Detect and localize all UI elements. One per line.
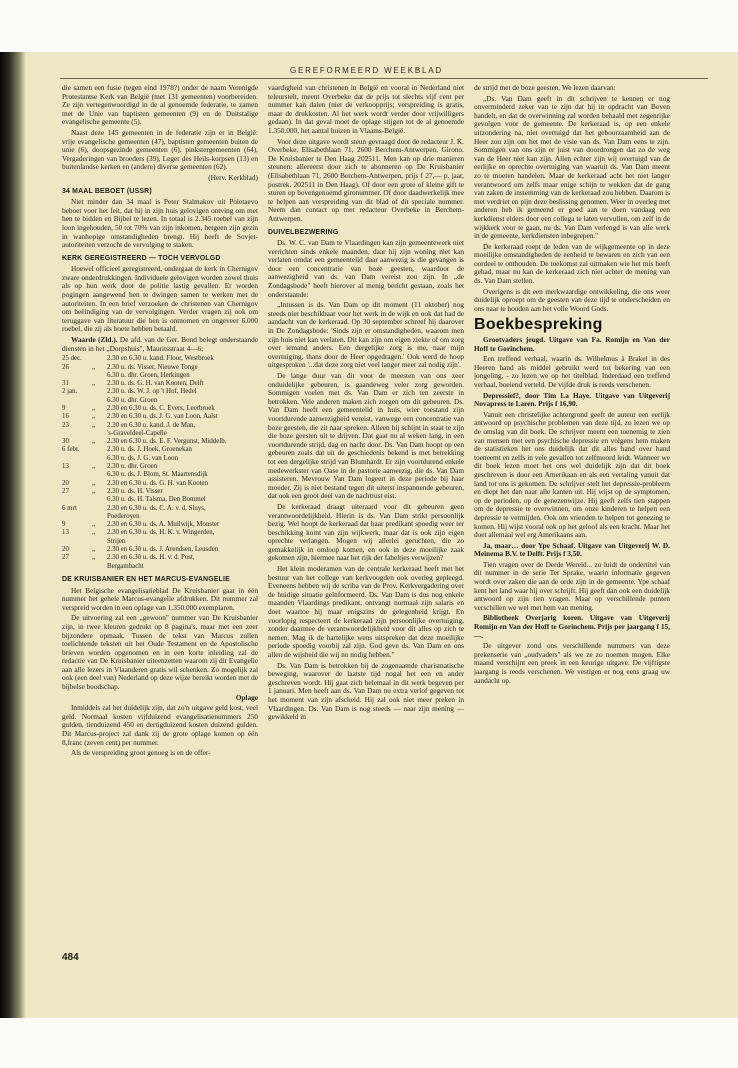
schedule-ditto — [92, 471, 107, 479]
schedule-date: 6 febr. — [62, 446, 80, 454]
schedule-date — [62, 471, 92, 479]
schedule-ditto — [92, 455, 107, 463]
schedule-ditto — [92, 430, 107, 438]
schedule-ditto: „ — [92, 487, 96, 495]
column-right — [474, 84, 670, 994]
schedule-entry: 6.30 u. ds. J. G. van Loon — [107, 454, 179, 462]
schedule-ditto: „ — [92, 463, 96, 471]
schedule-ditto: „ — [92, 413, 96, 421]
paragraph: de strijd met de boze geesten. We lezen daarvan: — [474, 84, 616, 92]
book-title: Depressief?, door Tim La Haye. Uitgave van Uitgeverij Novapress te Laren. Prijs f 16,90. — [474, 390, 670, 409]
schedule-entry: 6.30 u. ds. J. Blom, St. Maartensdijk — [107, 471, 208, 479]
paragraph: Niet minder dan 34 maal is Peter Stalmakov uit Poletaevo beboet voor het feit, dat hij in zijn huis gelovigen ontving om met hen te bidden en Bijbel te lezen. In totaal is 2.345 roebel van zijn loon ingehouden, 50 tot 70% van zijn inkomen, hetgeen zijn gezin in wanhopige omstandigheden brengt. Hij heeft de Sovjet-autoriteiten verzocht de vervolging te staken. — [62, 197, 258, 250]
schedule-entry: 2.30 en 6.30 u. ds. E. F. Vergunst, Middelb. — [107, 438, 227, 446]
schedule-row — [62, 455, 258, 463]
paragraph: Inmiddels zal het duidelijk zijn, dat zo'n uitgave geld kost, veel geld. Normaal kosten vijfduizend evangelisatienummers 250 gulden, tienduizend 450 en dertigduizend kosten duizend gulden. Dit Marcus-project zal dank zij de grote oplage komen op één 8,franc (zeven cent) per nummer. — [62, 703, 258, 747]
subheading: Oplage — [235, 692, 258, 702]
schedule-entry: Strijen — [107, 537, 126, 545]
schedule-date: 23 — [62, 421, 69, 429]
schedule-row — [62, 488, 258, 496]
schedule-ditto — [92, 505, 107, 513]
schedule-entry: 6.30 u. dhr. Groen, Herkingen — [107, 371, 190, 379]
book-review-text: Vanuit een christelijke achtergrond geeft de auteur een eerlijk antwoord op psychische problemen van deze tijd, zo lezen we op de omslag van dit boek. De schrijver meent een toenemig te zien van mensen met een psychische depressie en volgens hem maken de statistieken het ons duidelijk dat dit alles hand over hand toeneemt en zelfs in vele gevallen tot zelfmoord leidt. Wanneer we dit boek lezen moet het ons wel duidelijk zijn dat dit boek geschreven is door een Amerikaan en als een vertaling vanuit dat land tot ons is gekomen. De schrijver stelt het depressie-probleem en diept het dan naar alle kanten uit. Hij wijst op de symptomen, op de perioden, op de genezenwijze. Hij geeft zelfs tien stappen om de depressie te overwinnen, om onze kinderen te helpen een depressie te vermijden. Ook om vrienden te helpen tot genezing te komen. Hij wijst vooral ook op het geloof als een kracht. Maar het doet allemaal wel erg Amerikaans aan. — [474, 409, 670, 540]
schedule-ditto: „ — [92, 421, 96, 429]
schedule-row — [62, 446, 258, 454]
binding-shadow — [0, 52, 26, 1018]
schedule-entry: 2.30 u. ds. Visser, Nieuwe Tonge — [107, 363, 198, 371]
schedule-row — [62, 380, 258, 388]
schedule-date: 6 mrt — [62, 504, 77, 512]
book-title: Bibliotheek Overjarig koren. Uitgave van Uitgeverij Romijn en Van der Hoff te Gorinchem. Prijs per jaargang f 15,—. — [474, 613, 670, 640]
section-heading: Boekbespreking — [474, 316, 603, 334]
article-heading: DE KRUISBANIER EN HET MARCUS-EVANGELIE — [62, 575, 230, 583]
schedule-row — [62, 463, 258, 471]
paragraph: Het Belgische evangelisatieblad De Kruisbanier gaat in één nummer het gehele Marcus-evangelie afdrukken. Dit nummer zal verspreid worden in een oplage van 1.350.000 exemplaren. — [62, 585, 258, 612]
paragraph: Het klein moderamen van de centrale kerkeraad heeft met het bestuur van het college van kerkvoogden ook overleg gepleegd. Eveneens hebben wij de scriba van de Prov. Kerkvergadering over de huidige situatie geïnformeerd. Ds. Van Dam is dus nog enkele maanden Vlaardings predikant, ontvangt normaal zijn salaris en doet waartoe hij maar enigszins de gelegenheid krijgt. En voorlopig respecteert de kerkeraad zijn persoonlijke overtuiging, zonder daarmee de verantwoordelijkheid voor dit alles op zich te nemen. Mag ik de hartelijke wens uitspreken dat deze moeilijke periode spoedig voorbij zal zijn. God geve ds. Van Dam en ons allen de wijsheid die wij nu nodig hebben." — [268, 564, 464, 659]
paragraph: De kerkeraad draagt uiteraard voor dit gebeuren geen verantwoordelijkheid. Hierin is ds. Van Dam strikt persoonlijk bezig. Wel hoopt de kerkeraad dat haar predikant spoedig weer ter beschikking komt van zijn wijkwerk, maar dat is ook zijn eigen oprechte verlangen. Mogen wij allerlei geruchten, die zo gemakkelijk in omloop komen, en ook in deze moeilijke zaak gekomen zijn, hiermee naar het rijk der fabeltjes verwijzen? — [268, 501, 464, 563]
schedule-ditto: „ — [92, 521, 96, 529]
schedule-date — [62, 430, 92, 438]
book-review-text: De uitgever zond ons verschillende nummers van deze prekenserie van „oudvaders" als we ze zo noemen mogen. Elke maand verschijnt een preek in een keurige uitgave. De vijftigste jaargang is reeds verschenen. We vestigen er nog eens graag uw aandacht op. — [474, 641, 670, 685]
paragraph: die samen een fusie (tegen eind 1978?) onder de naam Verenigde Protestantse Kerk van België (met 131 gemeenten) voorbereiden. Ze zijn vertegenwoordigd in de al genoemde federatie, te zamen met de Unie van baptisten gemeenten (9) en de Duitstalige evangelische gemeente (5). — [62, 84, 258, 127]
schedule-date: 13 — [62, 529, 69, 537]
schedule-entry: 2.30 en 6.30 u. kand. J. de Man, — [107, 421, 196, 429]
schedule-date: 20 — [62, 546, 69, 554]
schedule-entry: 2.30 u. ds. H. Visser — [107, 487, 163, 495]
paragraph: De kerkeraad roept de leden van de wijkgemeente op in deze moeilijke omstandigheden de eenheid te bewaren en zich van een oordeel te onthouden. De toekomst zal uitmaken wie het mis heeft gehad, maar nu kan de kerkeraad zich niet achter de mening van ds. Van Dam stellen. — [474, 241, 670, 286]
schedule-ditto — [92, 563, 107, 571]
paragraph: Voor deze uitgave wordt steun gevraagd door de redacteur J. K. Overbeke, Elisabethlaan 71, 2600 Berchem-Antwerpen. Girono. De Kruisbanier te Den Haag 202511. Men kan op drie manieren steunen: allereerst door zich te abonneren op De Kruisbanier (Elisabethlaan 71, 2600 Berchem-Antwerpen, prijs f 27,— p. jaar, postrek. 202511 in Den Haag). Of door een grote of kleine gift te sturen op bovengenoemd gironummer. Of door daadwerkelijk mee te helpen aan verspreiding van dit blad of dit speciale nummer. Neem dan contact op met redacteur Overbeke in Berchem-Antwerpen. — [268, 136, 464, 223]
source-credit: (Herv. Kerkblad) — [208, 172, 258, 182]
paragraph: Naast deze 145 gemeenten in de federatie zijn er in België: vrije evangelische gemeenten (47), baptisten gemeenten buiten de unie (6), doopsgezinde gemeenten (6), pinkstergemeenten (64), Vergaderingen van broeders (39), Leger des Heils-korpsen (13) en buitenlandse kerken en (andere) diverse gemeenten (62). — [62, 127, 258, 172]
schedule-entry: 2.30 en 6.30 u. ds. A. Muilwijk, Monster — [107, 521, 220, 529]
schedule-row — [62, 364, 258, 372]
schedule-entry: 2.30 en 6.30 u. ds. H. K. v. Wingerden, — [107, 529, 215, 537]
schedule-ditto: „ — [92, 479, 96, 487]
paragraph: Ds. Van Dam is betrokken bij de zogenaamde charismatische beweging, waarover de laatste tijd nogal het een en ander geschreven wordt. Hij gaat zich helemaal in dit werk begeven per 1 januari. Men heeft aan ds. Van Dam nu extra verlof gegeven tot het moment van zijn afscheid. Hij zal ook niet meer preken in Vlaardingen. Ds. Van Dam is nog steeds — naar zijn mening — gewikkeld in — [268, 660, 464, 722]
schedule-date: 13 — [62, 463, 69, 471]
schedule-row — [62, 388, 258, 396]
running-header: GEREFORMEERD WEEKBLAD — [290, 66, 443, 75]
schedule-row — [62, 521, 258, 529]
schedule-date — [62, 496, 92, 504]
paragraph: Ds. W. C. van Dam te Vlaardingen kan zijn gemeentewerk niet verrichten sinds enkele maanden, daar hij zijn woning niet kan verlaten omdat een gemeentelid daar aanwezig is die gevangen is door een concentratie van boze geesten, waardoor de aanwezigheid van ds. van Dam vereist zou zijn. In „de Zondagsbode" heeft hierover al menig bericht gestaan, zoals het onderstaande: — [268, 238, 464, 299]
schedule-row — [62, 546, 258, 554]
schedule-date: 25 dec. — [62, 355, 82, 363]
article-heading: KERK GEREGISTREERD — TOCH VERVOLGD — [62, 254, 221, 262]
paragraph: Overigens is dit een merkwaardige ontwikkeling, die ons weer duidelijk oproept om de geesten van deze tijd te onderscheiden en ons naar te houden aan het volle Woord Gods. — [474, 286, 670, 313]
schedule-row — [62, 480, 258, 488]
column-left — [62, 84, 258, 994]
header-rule — [60, 78, 708, 79]
book-title: Ja, maar… door Ype Schaaf. Uitgave van Uitgeverij W. D. Meinema B.V. te Delft. Prijs f 3,50. — [474, 540, 670, 559]
schedule-row — [62, 438, 258, 446]
schedule-ditto — [92, 372, 107, 380]
schedule-entry: 2.30 en 6.30 u. kand. Floor, Westbroek — [107, 355, 214, 363]
schedule-ditto — [92, 446, 107, 454]
schedule-entry: 's-Graveldeel-Capelle — [107, 429, 167, 437]
page-number: 484 — [62, 952, 79, 963]
schedule-date — [62, 513, 92, 521]
schedule-entry: 2.30 en 6.30 u. ds. H. v. d. Post, — [107, 554, 195, 562]
schedule-date: 16 — [62, 413, 69, 421]
schedule-ditto — [92, 388, 107, 396]
schedule-row — [62, 422, 258, 430]
schedule-date: 9 — [62, 521, 66, 529]
schedule-date — [62, 455, 92, 463]
schedule-row — [62, 355, 258, 363]
schedule-entry: 2.30 en 6.30 u. ds. G. H. van Kooten — [107, 479, 209, 487]
paragraph: vaardigheid van christenen in België en vooral in Nederland niet teleurstelt, meent Overbeke dat de prijs tot slechts vijf cent per nummer kan dalen (niet de verkoopprijs; verspreiding is gratis, maar de drukkosten. Al het werk wordt verder door vrijwilligers gedaan). In dat geval moet de oplage stijgen tot de al genoemde 1.350.000, het aantal huizen in Vlaams-België. — [268, 84, 464, 135]
schedule-date: 30 — [62, 438, 69, 446]
book-review-text: Een treffend verhaal, waarin ds. Wilhelmus à Brakel in des Heeren hand als middel gebruikt werd tot bekering van een jongeling, - zo lezen we op het titelblad. Inderdaad een treffend verhaal, boeiend verteld. De vijfde druk is reeds verschenen. — [474, 354, 670, 389]
schedule-ditto: „ — [92, 380, 96, 388]
article-heading: DUIVELBEZWERING — [268, 228, 339, 236]
schedule-entry: 6.30 u. dhr. Groen — [107, 396, 158, 404]
schedule-ditto: „ — [92, 546, 96, 554]
paragraph: De uitvoering zal een „gewoon" nummer van De Kruisbanier zijn, in twee kleuren gedrukt op 8 pagina's, maar met een zeer bijzondere opmaak. Tussen de tekst van Marcus zullen toelichtende teksten uit het Oude Testament en de Apostolische brieven worden opgenomen en in een korte inleiding zal de redactie van De Kruisbanier uiteenzetten waarom zij dit Evangelie aan alle lezers in Vlaanderen gratis wil schenken. Zo mogelijk zal ook (een deel van) Nederland op deze wijze bereikt worden met de bijbelse boodschap. — [62, 613, 258, 692]
paragraph: Als de verspreiding groot genoeg is en de offer- — [71, 748, 211, 758]
schedule-row — [62, 529, 258, 537]
paragraph: „Ds. Van Dam geeft in dit schrijven te kennen er nog onverminderd zeker van te zijn dat hij in opdracht van Boven handelt, en dat de overwinning zal worden behaald met zegenrijke gevolgen voor de gemeente. De kerkeraad is, op een enkele uitzondering na, niet overtuigd dat het geboorzaamheid aan de Heer zou zijn om het met de visie van ds. Van Dam eens te zijn. Sommigen van ons zijn er juist van doordrongen dat zo de weg van de Heer niet kan zijn. Allen echter zijn wij overtuigd van de eerlijke en oprechte overtuiging van waaruit ds. Van Dam meent zo te moeten handelen. Maar de kerkeraad acht het niet langer verantwoord om zelfs maar enige schijn te wekken dat de gang van zaken de instemming van de kerkeraad zou hebben. Daarom is met verdriet en pijn deze beslissing genomen. Weer in overleg met anderen heb ik gemeend er goed aan te doen vandaag een kerkdienst elders door een collega te laten vervullen, om zelf in de wijkkerk voor te gaan, nu ds. Van Dam verlengd is van alle werk in de gemeente, kerkdiensten inbegrepen." — [474, 93, 670, 241]
schedule-entry: 2.30 u. ds. G. H. van Kooten, Delft — [107, 380, 204, 388]
schedule-ditto — [92, 538, 107, 546]
schedule-date — [62, 397, 92, 405]
schedule-entry: 2.30 u. ds. J. Hoek, Groenekan — [107, 446, 192, 454]
schedule-entry: 2.30 en 6.30 u. ds. J. G. van Loon, Aalst — [107, 413, 218, 421]
service-schedule — [62, 355, 258, 571]
schedule-date: 27 — [62, 487, 69, 495]
paragraph: „Intussen is ds. Van Dam op dit moment (11 oktober) nog steeds niet beschikbaar voor het werk in de wijk en ook dat had de aandacht van de kerkeraad. Op 30 september schreef hij daarover in De Zondagsbode: 'Sinds zijn er omstandigheden, waarom men zijn huis niet kan verlaten. Dit kan zijn om eigen ziekte of om zorg over iemand anders. Een dergelijke zorg is me, naar mijn overtuiging, thans door de Heer opgedragen.' Ook werd de hoop uitgesproken '...dat deze zorg niet veel langer meer zal nodig zijn'. — [268, 300, 464, 370]
schedule-row — [62, 413, 258, 421]
schedule-date: 9 — [62, 405, 66, 412]
schedule-date: 2 jan. — [62, 388, 78, 396]
schedule-entry: 2.30 u. ds. W. J. op 't Hof, Hedel — [107, 388, 197, 396]
schedule-row — [62, 372, 258, 380]
schedule-ditto: „ — [92, 529, 96, 537]
schedule-row — [62, 405, 258, 413]
notice-title: Waarde (Zld.). — [71, 335, 118, 345]
schedule-date: 26 — [62, 363, 69, 371]
schedule-row — [62, 471, 258, 479]
schedule-row — [62, 430, 258, 438]
schedule-entry: 2.30 en 6.30 u. ds. J. Arendsen, Leusden — [107, 546, 219, 554]
schedule-entry: Bergambacht — [107, 562, 144, 570]
schedule-row — [62, 554, 258, 562]
schedule-ditto: „ — [92, 554, 96, 562]
schedule-date — [62, 563, 92, 571]
schedule-ditto — [92, 355, 107, 363]
schedule-row — [62, 563, 258, 571]
schedule-ditto: „ — [92, 363, 96, 371]
schedule-ditto: „ — [92, 438, 96, 446]
schedule-row — [62, 496, 258, 504]
schedule-ditto — [92, 496, 107, 504]
schedule-date — [62, 372, 92, 380]
schedule-date: 31 — [62, 380, 69, 388]
schedule-entry: 2.30 u. dhr. Groen — [107, 463, 158, 471]
column-middle — [268, 84, 464, 994]
schedule-ditto — [92, 397, 107, 405]
paragraph: De lange duur van dit voor de meesten van ons zeer onduidelijke gebeuren, is gaandeweg veler zorg geworden. Sommigen voelen met ds. Van Dam er zich ten zeerste in betrokken. Vele anderen maken zich zorgen om dit gebeuren. Ds. Van Dam heeft een gemeentelid in huis, wier toestand zijn voortdurende aanwezigheid vereist, vanwege een concentratie van boze geesten, die zit naar spreken. Alleen hij schijnt in staat te zijn die boze geesten uit te drijven. Dat gaat nu al weken lang, in een voortdurende strijd, dag en nacht door. Ds. Van Dam hoopt op een gebeuren zoals dat uit de geschiedenis bekend is met betrekking tot een dergelijke strijd van Blumhardt. Er zijn voortdurend enkele medewerkster van Oase in de pastorie aanwezig, die ds. Van Dam assisteren. Mevrouw Van Dam logeert in deze periode bij haar moeder. Zij is niet bestand tegen dit uiterst inspannende gebeuren, dat ook een groot deel van de nachtrust eist. — [268, 371, 464, 501]
schedule-entry: Poederoyen — [107, 512, 140, 520]
schedule-row — [62, 513, 258, 521]
schedule-ditto — [92, 513, 107, 521]
schedule-ditto: „ — [92, 405, 96, 412]
schedule-entry: 2.30 en 6.30 u. ds. C. A. v. d. Sluys, — [107, 504, 206, 512]
notice-text: De afd. van de Ger. Bond belegt onderstaande diensten in het „Dorpshuis", Mauritsstraat 4—6: — [62, 335, 258, 353]
paragraph: Hoewel officieel geregistreerd, ondergaat de kerk in Chernigov zware onderdrukkingen. Individuele gelovigen worden zowel thuis als op hun werk door de politie lastig gevallen. Er worden pogingen aangewend hen te dwingen samen te werken met de autoriteiten. In een brief verzoeken de christenen van Chernigov om beëindiging van de vervolgingen. Verder vragen zij ook om teruggave van literatuur die hen is ontnomen en ongeveer 6.000 roebel, die zij als boete hebben betaald. — [62, 264, 258, 334]
book-title: Grootvaders jeugd. Uitgave van Fa. Romijn en Van der Hoff te Gorinchem. — [474, 335, 670, 353]
schedule-row — [62, 397, 258, 405]
notice-paragraph — [62, 336, 258, 353]
schedule-date: 27 — [62, 554, 69, 562]
schedule-row — [62, 538, 258, 546]
schedule-date — [62, 538, 92, 546]
book-review-text: Tien vragen over de Derde Wereld... zo luidt de ondertitel van dit nummer in de serie Ter Sprake, waarin informatie gegeven wordt over zaken die aan de orde zijn in de gemeente. Ype schaaf kent het land waar hij over schrijft. Hij geeft dan ook een duidelijk antwoord op zijn tien vragen. Maar op verschillende punten verschillen we wel met hem van mening. — [474, 559, 670, 612]
schedule-date: 20 — [62, 479, 69, 487]
article-heading: 34 MAAL BEBOET (USSR) — [62, 187, 152, 195]
schedule-entry: 6.30 u. ds. H. Talsma, Den Bommel — [107, 496, 206, 504]
schedule-row — [62, 505, 258, 513]
schedule-entry: 2.30 en 6.30 u. ds. C. Evers, Leerbroek — [107, 405, 215, 412]
